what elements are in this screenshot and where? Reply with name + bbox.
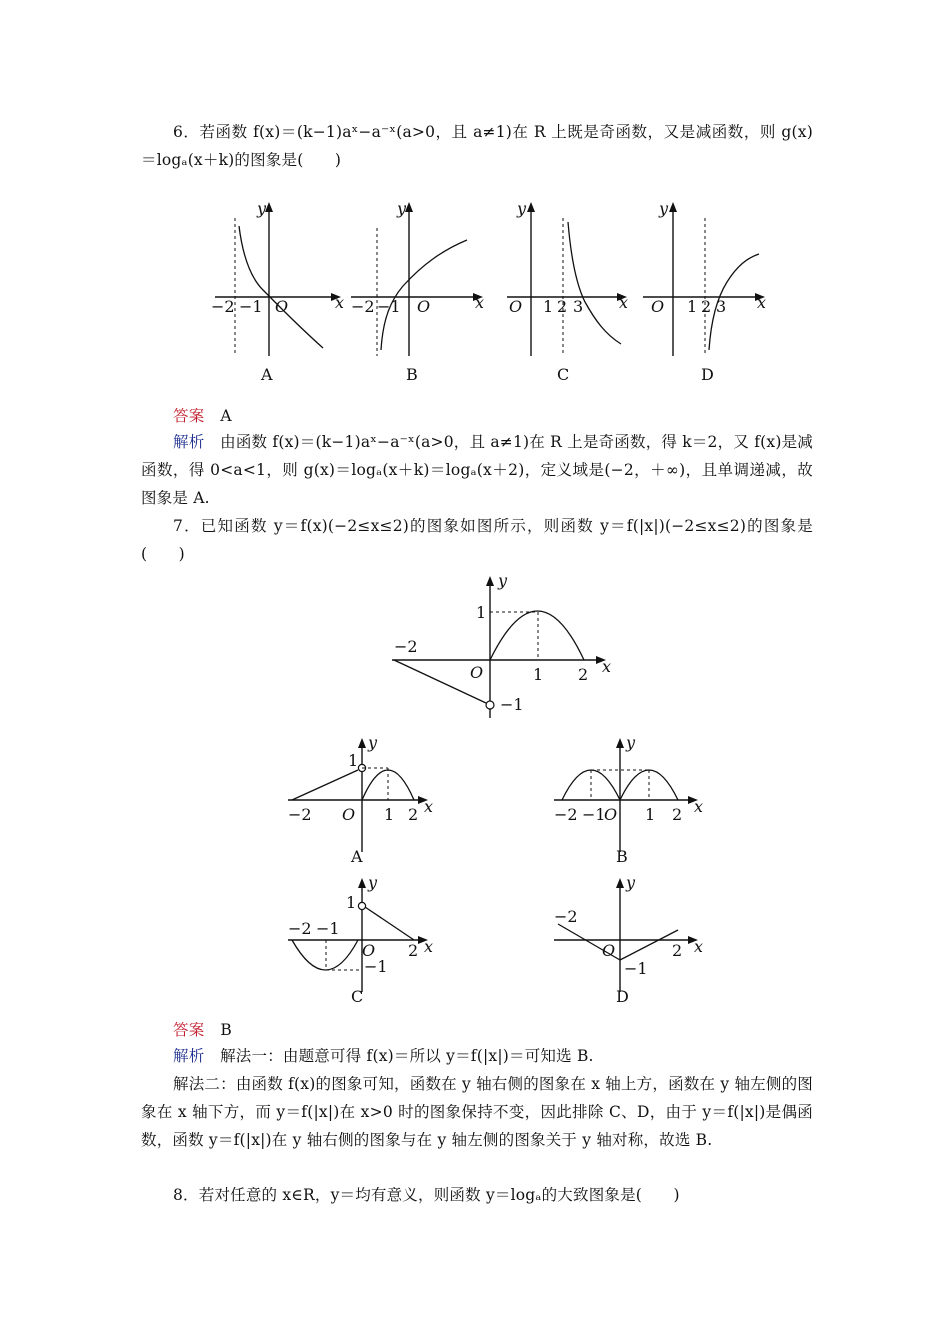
q7b-y-label: y	[626, 733, 636, 752]
q7a-tick-2: 2	[408, 805, 419, 824]
q7c-y-label: y	[368, 873, 378, 892]
q6-answer-label: 答案	[173, 407, 205, 425]
q7b-caption: B	[616, 847, 628, 866]
q6-question: 6．若函数 f(x)＝(k−1)aˣ−a⁻ˣ(a>0，且 a≠1)在 R 上既是奇函数，又是减函数，则 g(x)＝logₐ(x＋k)的图象是( )	[141, 123, 813, 169]
q7-main-x-label: x	[602, 657, 612, 676]
q7c-y1: 1	[346, 893, 357, 912]
q6-figure	[195, 178, 795, 398]
q7a-tick-1: 1	[384, 805, 395, 824]
q7-option-a	[288, 733, 433, 866]
q7-figure	[274, 572, 714, 1012]
q7a-y-label: y	[368, 733, 378, 752]
q7a-y1: 1	[348, 751, 359, 770]
q7a-x-label: x	[424, 797, 434, 816]
q7-analysis-text1: 解法一：由题意可得 f(x)＝所以 y＝f(|x|)＝可知选 B.	[220, 1047, 594, 1065]
q7c-caption: C	[351, 987, 364, 1006]
q6-answer	[141, 402, 813, 430]
q6b-y-label: y	[397, 199, 407, 218]
q7-main-graph	[392, 571, 611, 718]
q7c-origin: O	[362, 941, 376, 960]
q7d-y-label: y	[626, 873, 636, 892]
q7-main-y-label: y	[498, 571, 508, 590]
q7b-tick-neg2: −2	[554, 805, 578, 824]
q6-panel-a	[211, 199, 344, 384]
q6d-tick-3: 3	[716, 297, 727, 316]
q7b-tick-neg1: −1	[582, 805, 606, 824]
q6-panel-d	[643, 199, 766, 384]
q7-main-y1: 1	[476, 603, 487, 622]
q6d-tick-1: 1	[687, 297, 698, 316]
q6c-tick-3: 3	[573, 297, 584, 316]
q6a-tick-1: −2	[211, 297, 235, 316]
q7d-yneg1: −1	[624, 959, 648, 978]
q8-question: 8．若对任意的 x∈R，y＝均有意义，则函数 y＝logₐ的大致图象是( )	[173, 1186, 680, 1204]
q7c-yneg1: −1	[364, 957, 388, 976]
q6-analysis	[141, 428, 813, 512]
q7a-tick-neg2: −2	[288, 805, 312, 824]
q6b-caption: B	[406, 365, 418, 384]
q7d-origin: O	[602, 941, 616, 960]
q7-answer-value: B	[220, 1021, 232, 1039]
q7b-tick-1: 1	[645, 805, 656, 824]
q6c-y-label: y	[517, 199, 527, 218]
q6c-tick-1: 1	[543, 297, 554, 316]
q7-analysis-2: 解法二：由函数 f(x)的图象可知，函数在 y 轴右侧的图象在 x 轴上方，函数在 y 轴左侧的图象在 x 轴下方，而 y＝f(|x|)在 x>0 时的图象保持不变，因此排除 C、D，由于 y＝f(|x|)是偶函数，函数 y＝f(|x|)在 y 轴右侧的图象与在 y 轴左侧的图象关于 y 轴对称，故选 B.	[141, 1075, 813, 1149]
q6a-origin: O	[275, 297, 289, 316]
q6a-x-label: x	[335, 293, 345, 312]
q7-main-origin: O	[470, 663, 484, 682]
q6-analysis-text: 由函数 f(x)＝(k−1)aˣ−a⁻ˣ(a>0，且 a≠1)在 R 上是奇函数，得 k＝2，又 f(x)是减函数，得 0<a<1，则 g(x)＝logₐ(x＋k)＝logₐ(x＋2)，定义域是(−2，＋∞)，且单调递减，故图象是 A.	[141, 433, 813, 507]
q7b-origin: O	[604, 805, 618, 824]
q7-main-yneg1: −1	[500, 695, 524, 714]
q6b-tick-2: −1	[377, 297, 401, 316]
q6-panel-c	[507, 199, 628, 384]
q6c-tick-2: 2	[557, 297, 568, 316]
q7-option-b	[554, 733, 703, 866]
q6-analysis-label: 解析	[173, 433, 205, 451]
q7-analysis-label: 解析	[173, 1047, 205, 1065]
q7d-tick-neg2: −2	[554, 907, 578, 926]
q6d-y-label: y	[659, 199, 669, 218]
q7c-tick-neg1: −1	[316, 919, 340, 938]
q6b-origin: O	[417, 297, 431, 316]
q7a-caption: A	[351, 847, 363, 866]
q7a-origin: O	[342, 805, 356, 824]
q7d-caption: D	[616, 987, 629, 1006]
q7-main-tick-1: 1	[533, 665, 544, 684]
q7-answer-label: 答案	[173, 1021, 205, 1039]
q6d-tick-2: 2	[701, 297, 712, 316]
q6a-tick-2: −1	[239, 297, 263, 316]
q7-answer	[141, 1016, 813, 1044]
q7b-tick-2: 2	[672, 805, 683, 824]
q6c-x-label: x	[619, 293, 629, 312]
q6-answer-value: A	[220, 407, 232, 425]
q6b-x-label: x	[475, 293, 485, 312]
q6c-caption: C	[557, 365, 570, 384]
q7d-x-label: x	[694, 937, 704, 956]
q7-main-tick-neg2: −2	[394, 637, 418, 656]
q7c-tick-neg2: −2	[288, 919, 312, 938]
q7c-x-label: x	[424, 937, 434, 956]
q6a-caption: A	[261, 365, 273, 384]
q6d-origin: O	[651, 297, 665, 316]
q7-option-d	[554, 873, 703, 1006]
q7-option-c	[288, 873, 433, 1006]
q7-analysis-1	[141, 1042, 813, 1070]
q6b-tick-1: −2	[351, 297, 375, 316]
q7d-tick-2: 2	[672, 941, 683, 960]
q7c-tick-2: 2	[408, 941, 419, 960]
q7b-x-label: x	[694, 797, 704, 816]
q6c-origin: O	[509, 297, 523, 316]
q6d-x-label: x	[757, 293, 767, 312]
q6-panel-b	[351, 199, 484, 384]
q7-main-tick-2: 2	[578, 665, 589, 684]
q6a-y-label: y	[257, 199, 267, 218]
q7-question: 7．已知函数 y＝f(x)(−2≤x≤2)的图象如图所示，则函数 y＝f(|x|)(−2≤x≤2)的图象是( )	[141, 517, 813, 563]
q6d-caption: D	[701, 365, 714, 384]
